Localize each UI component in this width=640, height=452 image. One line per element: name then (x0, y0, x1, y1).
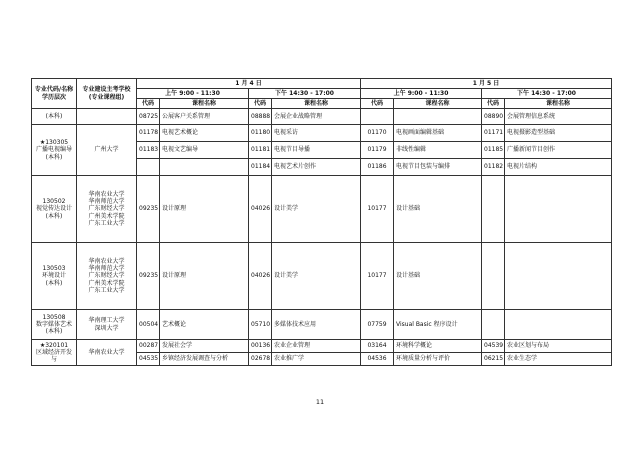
course-name-cell: 农业生态学 (505, 353, 612, 366)
course-code-cell: 04536 (361, 353, 394, 366)
header-course: 课程名称 (160, 99, 249, 109)
course-name-cell: 电视艺术概论 (160, 125, 249, 142)
course-name-cell: 设计美学 (272, 243, 361, 310)
course-code-cell: 04026 (249, 243, 272, 310)
course-code-cell: 08890 (482, 109, 505, 125)
course-name-cell: 设计原理 (160, 243, 249, 310)
course-name-cell: 广播新闻节目创作 (505, 142, 612, 159)
header-day2-pm: 下午 14:30 - 17:00 (482, 89, 612, 99)
course-code-cell: 09235 (137, 176, 160, 243)
course-name-cell: 电视采访 (272, 125, 361, 142)
course-name-cell: 电视艺术片创作 (272, 159, 361, 176)
course-name-cell (505, 176, 612, 243)
course-name-cell: 公展客户关系管理 (160, 109, 249, 125)
course-code-cell (137, 159, 160, 176)
course-name-cell: Visual Basic 程序设计 (394, 310, 482, 340)
header-course: 课程名称 (394, 99, 482, 109)
major-cell: ★130305 广播电视编导 (本科) (32, 125, 77, 176)
course-code-cell: 01170 (361, 125, 394, 142)
course-code-cell: 01184 (249, 159, 272, 176)
course-name-cell: 艺术概论 (160, 310, 249, 340)
course-name-cell (394, 109, 482, 125)
header-day2: 1 月 5 日 (361, 79, 612, 89)
table-row (32, 176, 612, 243)
major-cell: 130502 视觉传达设计 (本科) (32, 176, 77, 243)
course-code-cell: 03164 (361, 340, 394, 353)
course-code-cell: 02678 (249, 353, 272, 366)
course-code-cell: 01186 (361, 159, 394, 176)
header-school: 专业建设主考学校 (专业课程组) (77, 79, 137, 109)
course-code-cell: 06215 (482, 353, 505, 366)
course-code-cell: 04026 (249, 176, 272, 243)
course-name-cell: 发展社会学 (160, 340, 249, 353)
course-code-cell (482, 310, 505, 340)
header-day2-am: 上午 9:00 - 11:30 (361, 89, 482, 99)
course-code-cell: 01171 (482, 125, 505, 142)
course-name-cell: 非线性编辑 (394, 142, 482, 159)
course-code-cell: 01181 (249, 142, 272, 159)
major-cell: (本科) (32, 109, 77, 125)
course-code-cell: 04535 (137, 353, 160, 366)
table-row (32, 243, 612, 310)
course-code-cell: 04539 (482, 340, 505, 353)
table-row (32, 125, 612, 142)
page-number: 11 (315, 398, 325, 406)
course-name-cell: 环境质量分析与评价 (394, 353, 482, 366)
school-cell: 华南农业大学 (77, 340, 137, 366)
course-name-cell: 农业企业管理 (272, 340, 361, 353)
course-code-cell: 08725 (137, 109, 160, 125)
header-code: 代码 (361, 99, 394, 109)
school-cell: 华南农业大学 华南师范大学 广东财经大学 广州美术学院 广东工业大学 (77, 243, 137, 310)
course-name-cell: 多媒体技术应用 (272, 310, 361, 340)
course-name-cell (505, 310, 612, 340)
header-major: 专业代码/名称 学历层次 (32, 79, 77, 109)
course-name-cell (160, 159, 249, 176)
table-row (32, 109, 612, 125)
exam-schedule-table (31, 78, 612, 366)
table-row (32, 340, 612, 353)
major-cell: 130503 环境设计 (本科) (32, 243, 77, 310)
header-code: 代码 (482, 99, 505, 109)
course-name-cell: 乡镇经济发展调查与分析 (160, 353, 249, 366)
header-day1-am: 上午 9:00 - 11:30 (137, 89, 249, 99)
header-day1-pm: 下午 14:30 - 17:00 (249, 89, 361, 99)
course-code-cell: 01182 (482, 159, 505, 176)
course-name-cell: 农业区划与布局 (505, 340, 612, 353)
course-code-cell: 01185 (482, 142, 505, 159)
school-cell: 华南农业大学 华南师范大学 广东财经大学 广州美术学院 广东工业大学 (77, 176, 137, 243)
course-name-cell: 农业推广学 (272, 353, 361, 366)
course-code-cell: 07759 (361, 310, 394, 340)
course-name-cell: 设计美学 (272, 176, 361, 243)
course-name-cell: 电视摄影造型基础 (505, 125, 612, 142)
course-name-cell: 电视节目包装与编排 (394, 159, 482, 176)
course-code-cell (482, 176, 505, 243)
course-name-cell: 环境科学概论 (394, 340, 482, 353)
school-cell (77, 109, 137, 125)
course-name-cell: 电视节目导播 (272, 142, 361, 159)
course-name-cell: 设计基础 (394, 243, 482, 310)
header-course: 课程名称 (272, 99, 361, 109)
course-code-cell: 01179 (361, 142, 394, 159)
course-code-cell: 01180 (249, 125, 272, 142)
course-code-cell (361, 109, 394, 125)
course-code-cell: 08888 (249, 109, 272, 125)
course-name-cell: 电视画面编辑基础 (394, 125, 482, 142)
major-cell: 130508 数字媒体艺术 (本科) (32, 310, 77, 340)
course-code-cell: 10177 (361, 176, 394, 243)
header-code: 代码 (137, 99, 160, 109)
course-code-cell: 09235 (137, 243, 160, 310)
course-name-cell: 电视片结构 (505, 159, 612, 176)
course-code-cell: 05710 (249, 310, 272, 340)
course-code-cell: 00136 (249, 340, 272, 353)
course-code-cell: 01183 (137, 142, 160, 159)
course-code-cell: 00287 (137, 340, 160, 353)
major-cell: ★320101 区域经济开发与 (32, 340, 77, 366)
course-code-cell (482, 243, 505, 310)
course-name-cell: 电视文艺编导 (160, 142, 249, 159)
table-row (32, 310, 612, 340)
course-name-cell: 会展企业战略管理 (272, 109, 361, 125)
header-course: 课程名称 (505, 99, 612, 109)
course-code-cell: 01178 (137, 125, 160, 142)
school-cell: 广州大学 (77, 125, 137, 176)
school-cell: 华南理工大学 深圳大学 (77, 310, 137, 340)
course-name-cell: 设计原理 (160, 176, 249, 243)
course-name-cell: 设计基础 (394, 176, 482, 243)
course-code-cell: 10177 (361, 243, 394, 310)
course-name-cell (505, 243, 612, 310)
course-name-cell: 会展管理信息系统 (505, 109, 612, 125)
header-code: 代码 (249, 99, 272, 109)
header-day1: 1 月 4 日 (137, 79, 361, 89)
course-code-cell: 00504 (137, 310, 160, 340)
